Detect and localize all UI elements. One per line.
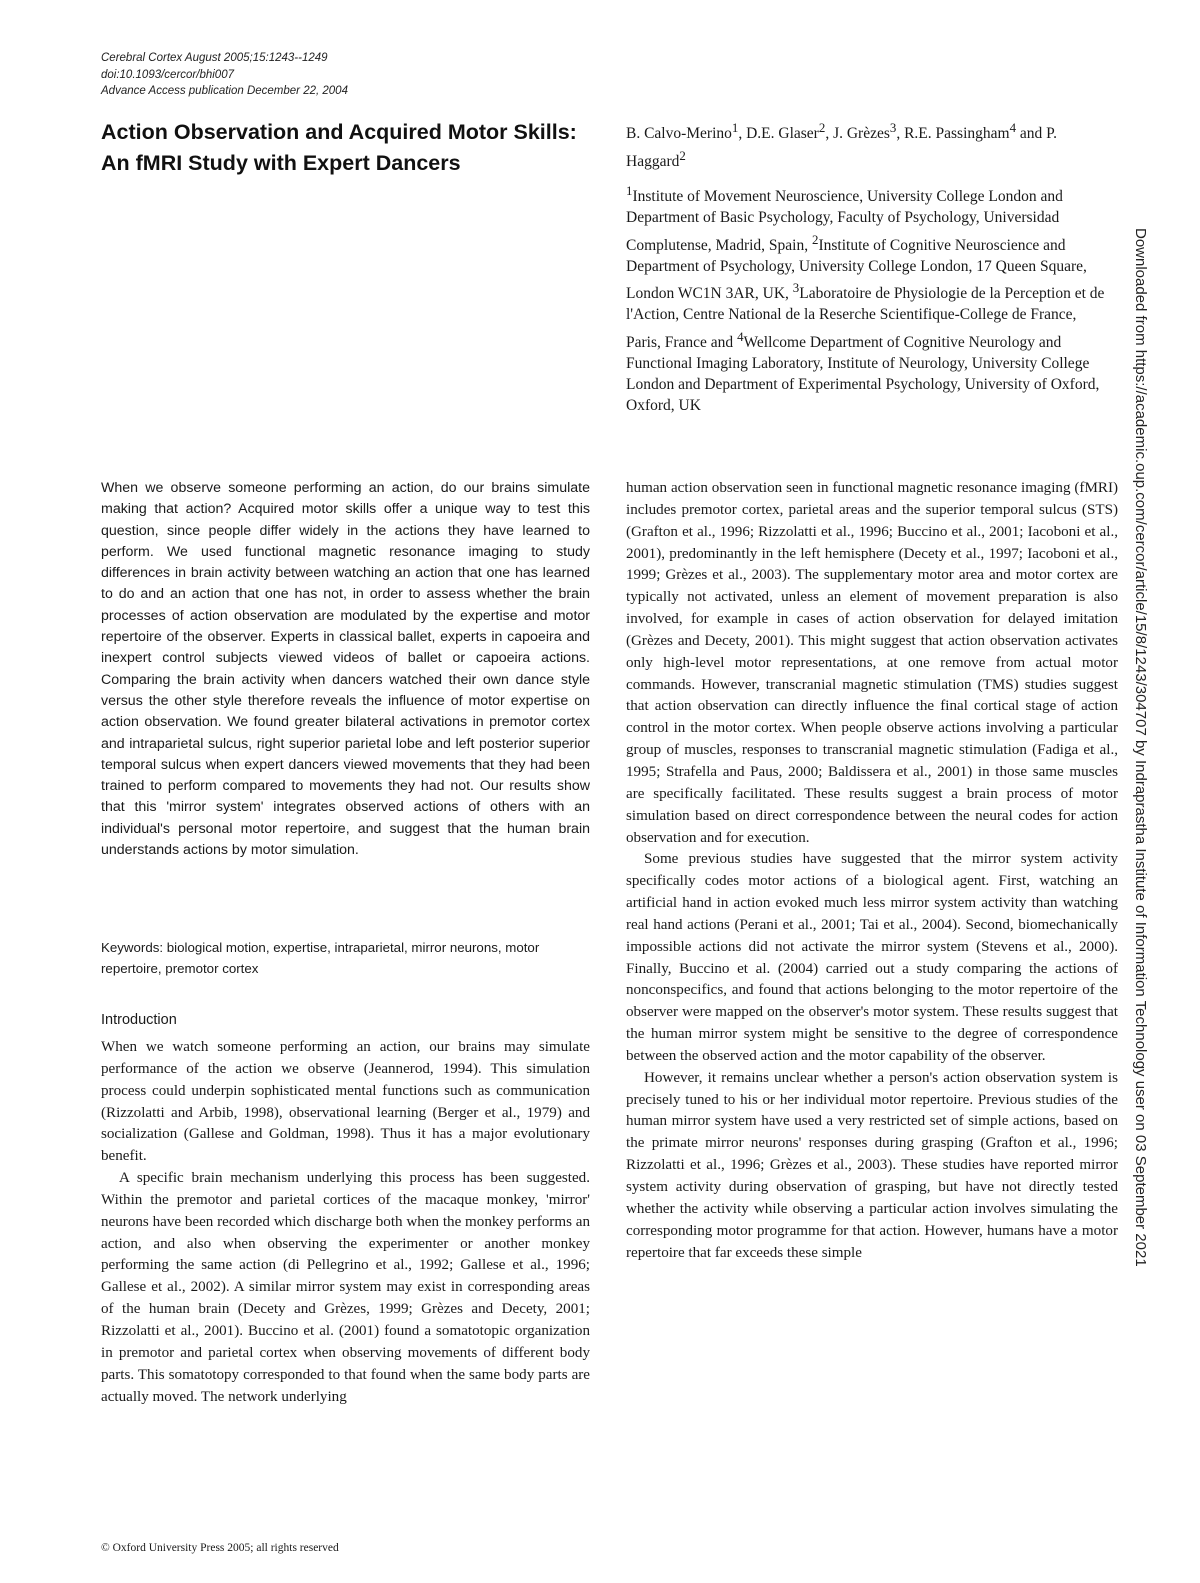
author-affiliation-mark: 3 [889, 120, 897, 135]
body-paragraph: A specific brain mechanism underlying this process has been suggested. Within the premotor and parietal cortices of the macaque monkey, 'mirror' neurons have been recorded which discharge both when the monkey performs an action, and also when observing the experimenter or another monkey performing the same action (di Pellegrino et al., 1992; Gallese et al., 1996; Gallese et al., 2002). A similar mirror system may exist in corresponding areas of the human brain (Decety and Grèzes, 1999; Grèzes and Decety, 2001; Rizzolatti et al., 2001). Buccino et al. (2001) found a somatotopic organization in premotor and parietal cortex when observing movements of different body parts. This somatotopy corresponded to that found when the same body parts are actually moved. The network underlying [101, 1170, 590, 1405]
keywords-text: biological motion, expertise, intraparietal, mirror neurons, motor repertoire, premotor cortex [101, 940, 540, 977]
body-paragraph: Some previous studies have suggested that the mirror system activity specifically codes motor actions of a biological agent. First, watching an artificial hand in action evoked much less mirror system activity than watching real hand actions (Perani et al., 2001; Tai et al., 2004). Second, biomechanically impossible actions did not activate the mirror system (Stevens et al., 2000). Finally, Buccino et al. (2004) carried out a study comparing the actions of nonconspecifics, and found that actions belonging to the motor repertoire of the observer were mapped on the observer's motor system. These results suggest that the human mirror system might be sensitive to the degree of correspondence between the observed action and the motor capability of the observer. [626, 851, 1118, 1064]
doi-line: doi:10.1093/cercor/bhi007 [101, 68, 234, 81]
author-name: B. Calvo-Merino [626, 125, 732, 143]
advance-access-line: Advance Access publication December 22, 2004 [101, 85, 348, 97]
affiliation-text: Institute of Cognitive Neuroscience and Department of Psychology, University College London, 17 Queen Square, London WC1N 3AR, UK, [626, 236, 1087, 303]
download-watermark: Downloaded from https://academic.oup.com/cercor/article/15/8/1243/304707 by Indraprastha Institute of Information Technology user on 03 September 2021 [1132, 228, 1149, 1267]
article-title: Action Observation and Acquired Motor Skills: An fMRI Study with Expert Dancers [101, 120, 577, 175]
copyright-footer: © Oxford University Press 2005; all rights reserved [101, 1542, 339, 1554]
affiliation-mark: 2 [812, 231, 819, 247]
affiliation-text: Wellcome Department of Cognitive Neurology and Functional Imaging Laboratory, Institute of Neurology, University College London and Department of Experimental Psychology, University of Oxford, Oxford, UK [626, 333, 1100, 415]
body-paragraph: human action observation seen in functional magnetic resonance imaging (fMRI) includes premotor cortex, parietal areas and the superior temporal sulcus (STS) (Grafton et al., 1996; Rizzolatti et al., 1996; Buccino et al., 2001; Iacoboni et al., 2001), predominantly in the left hemisphere (Decety et al., 1997; Iacoboni et al., 1999; Grèzes et al., 2003). The supplementary motor area and motor cortex are typically not activated, unless an element of movement preparation is also involved, for example in cases of action observation for delayed imitation (Grèzes and Decety, 2001). This might suggest that action observation activates only high-level motor representations, at one remove from actual motor commands. However, transcranial magnetic stimulation (TMS) studies suggest that action observation can directly influence the final cortical stage of action control in the motor cortex. When people observe actions involving a particular group of muscles, responses to transcranial magnetic stimulation (Fadiga et al., 1995; Strafella and Paus, 2000; Baldissera et al., 2001) in those same muscles are specifically facilitated. These results suggest a brain process of motor simulation based on direct correspondence between the neural codes for action observation and for execution. [626, 480, 1118, 846]
author-affiliation-mark: 2 [679, 147, 686, 163]
keywords [101, 937, 590, 980]
left-column-body [101, 1037, 590, 1408]
body-paragraph: When we watch someone performing an action, our brains may simulate performance of the action we observe (Jeannerod, 1994). This simulation process could underpin sophisticated mental functions such as communication (Rizzolatti and Arbib, 1998), observational learning (Berger et al., 1979) and socialization (Gallese and Goldman, 1998). Thus it has a major evolutionary benefit. [101, 1039, 590, 1165]
author-list [626, 117, 1106, 172]
journal-citation: Cerebral Cortex August 2005;15:1243--1249 [101, 52, 328, 64]
author-name: , R.E. Passingham [896, 125, 1010, 143]
author-name: , J. Grèzes [825, 125, 890, 143]
journal-header [101, 50, 348, 100]
affiliation-text: Laboratoire de Physiologie de la Perception et de l'Action, Centre National de la Reserche Scientifique-College de France, Paris, France and [626, 285, 1105, 351]
author-name: , D.E. Glaser [738, 125, 819, 143]
affiliation-mark: 3 [792, 280, 800, 296]
right-column-body [626, 478, 1118, 1264]
keywords-label: Keywords: [101, 940, 164, 955]
section-heading-introduction: Introduction [101, 1012, 177, 1028]
author-name: and P. Haggard [626, 125, 1057, 170]
affiliation-text: Institute of Movement Neuroscience, University College London and Department of Basic Psychology, Faculty of Psychology, Universidad Complutense, Madrid, Spain, [626, 188, 1063, 254]
author-affiliation-mark: 1 [731, 120, 739, 135]
affiliation-mark: 1 [626, 183, 633, 198]
body-paragraph: However, it remains unclear whether a person's action observation system is precisely tuned to his or her individual motor repertoire. Previous studies of the human mirror system have used a very restricted set of simple actions, based on the primate mirror neurons' responses during grasping (Grafton et al., 1996; Rizzolatti et al., 1996; Grèzes et al., 2003). These studies have reported mirror system activity during observation of grasping, but have not directly tested whether the activity while observing a particular action involves simulating the corresponding motor programme for that action. However, humans have a motor repertoire that far exceeds these simple [626, 1069, 1118, 1261]
author-affiliation-mark: 2 [818, 120, 826, 135]
abstract: When we observe someone performing an action, do our brains simulate making that action? Acquired motor skills offer a unique way to test this question, since people differ widely in the actions they have learned to perform. We used functional magnetic resonance imaging to study differences in brain activity between watching an action that one has learned to do and an action that one has not, in order to assess whether the brain processes of action observation are modulated by the expertise and motor repertoire of the observer. Experts in classical ballet, experts in capoeira and inexpert control subjects viewed videos of ballet or capoeira actions. Comparing the brain activity when dancers watched their own dance style versus the other style therefore reveals the influence of motor expertise on action observation. We found greater bilateral activations in premotor cortex and intraparietal sulcus, right superior parietal lobe and left posterior superior temporal sulcus when expert dancers viewed movements that they had been trained to perform compared to movements they had not. Our results show that this 'mirror system' integrates observed actions of others with an individual's personal motor repertoire, and suggest that the human brain understands actions by motor simulation. [101, 480, 590, 859]
affiliations [626, 180, 1106, 417]
affiliation-mark: 4 [737, 328, 744, 344]
author-affiliation-mark: 4 [1009, 120, 1017, 135]
